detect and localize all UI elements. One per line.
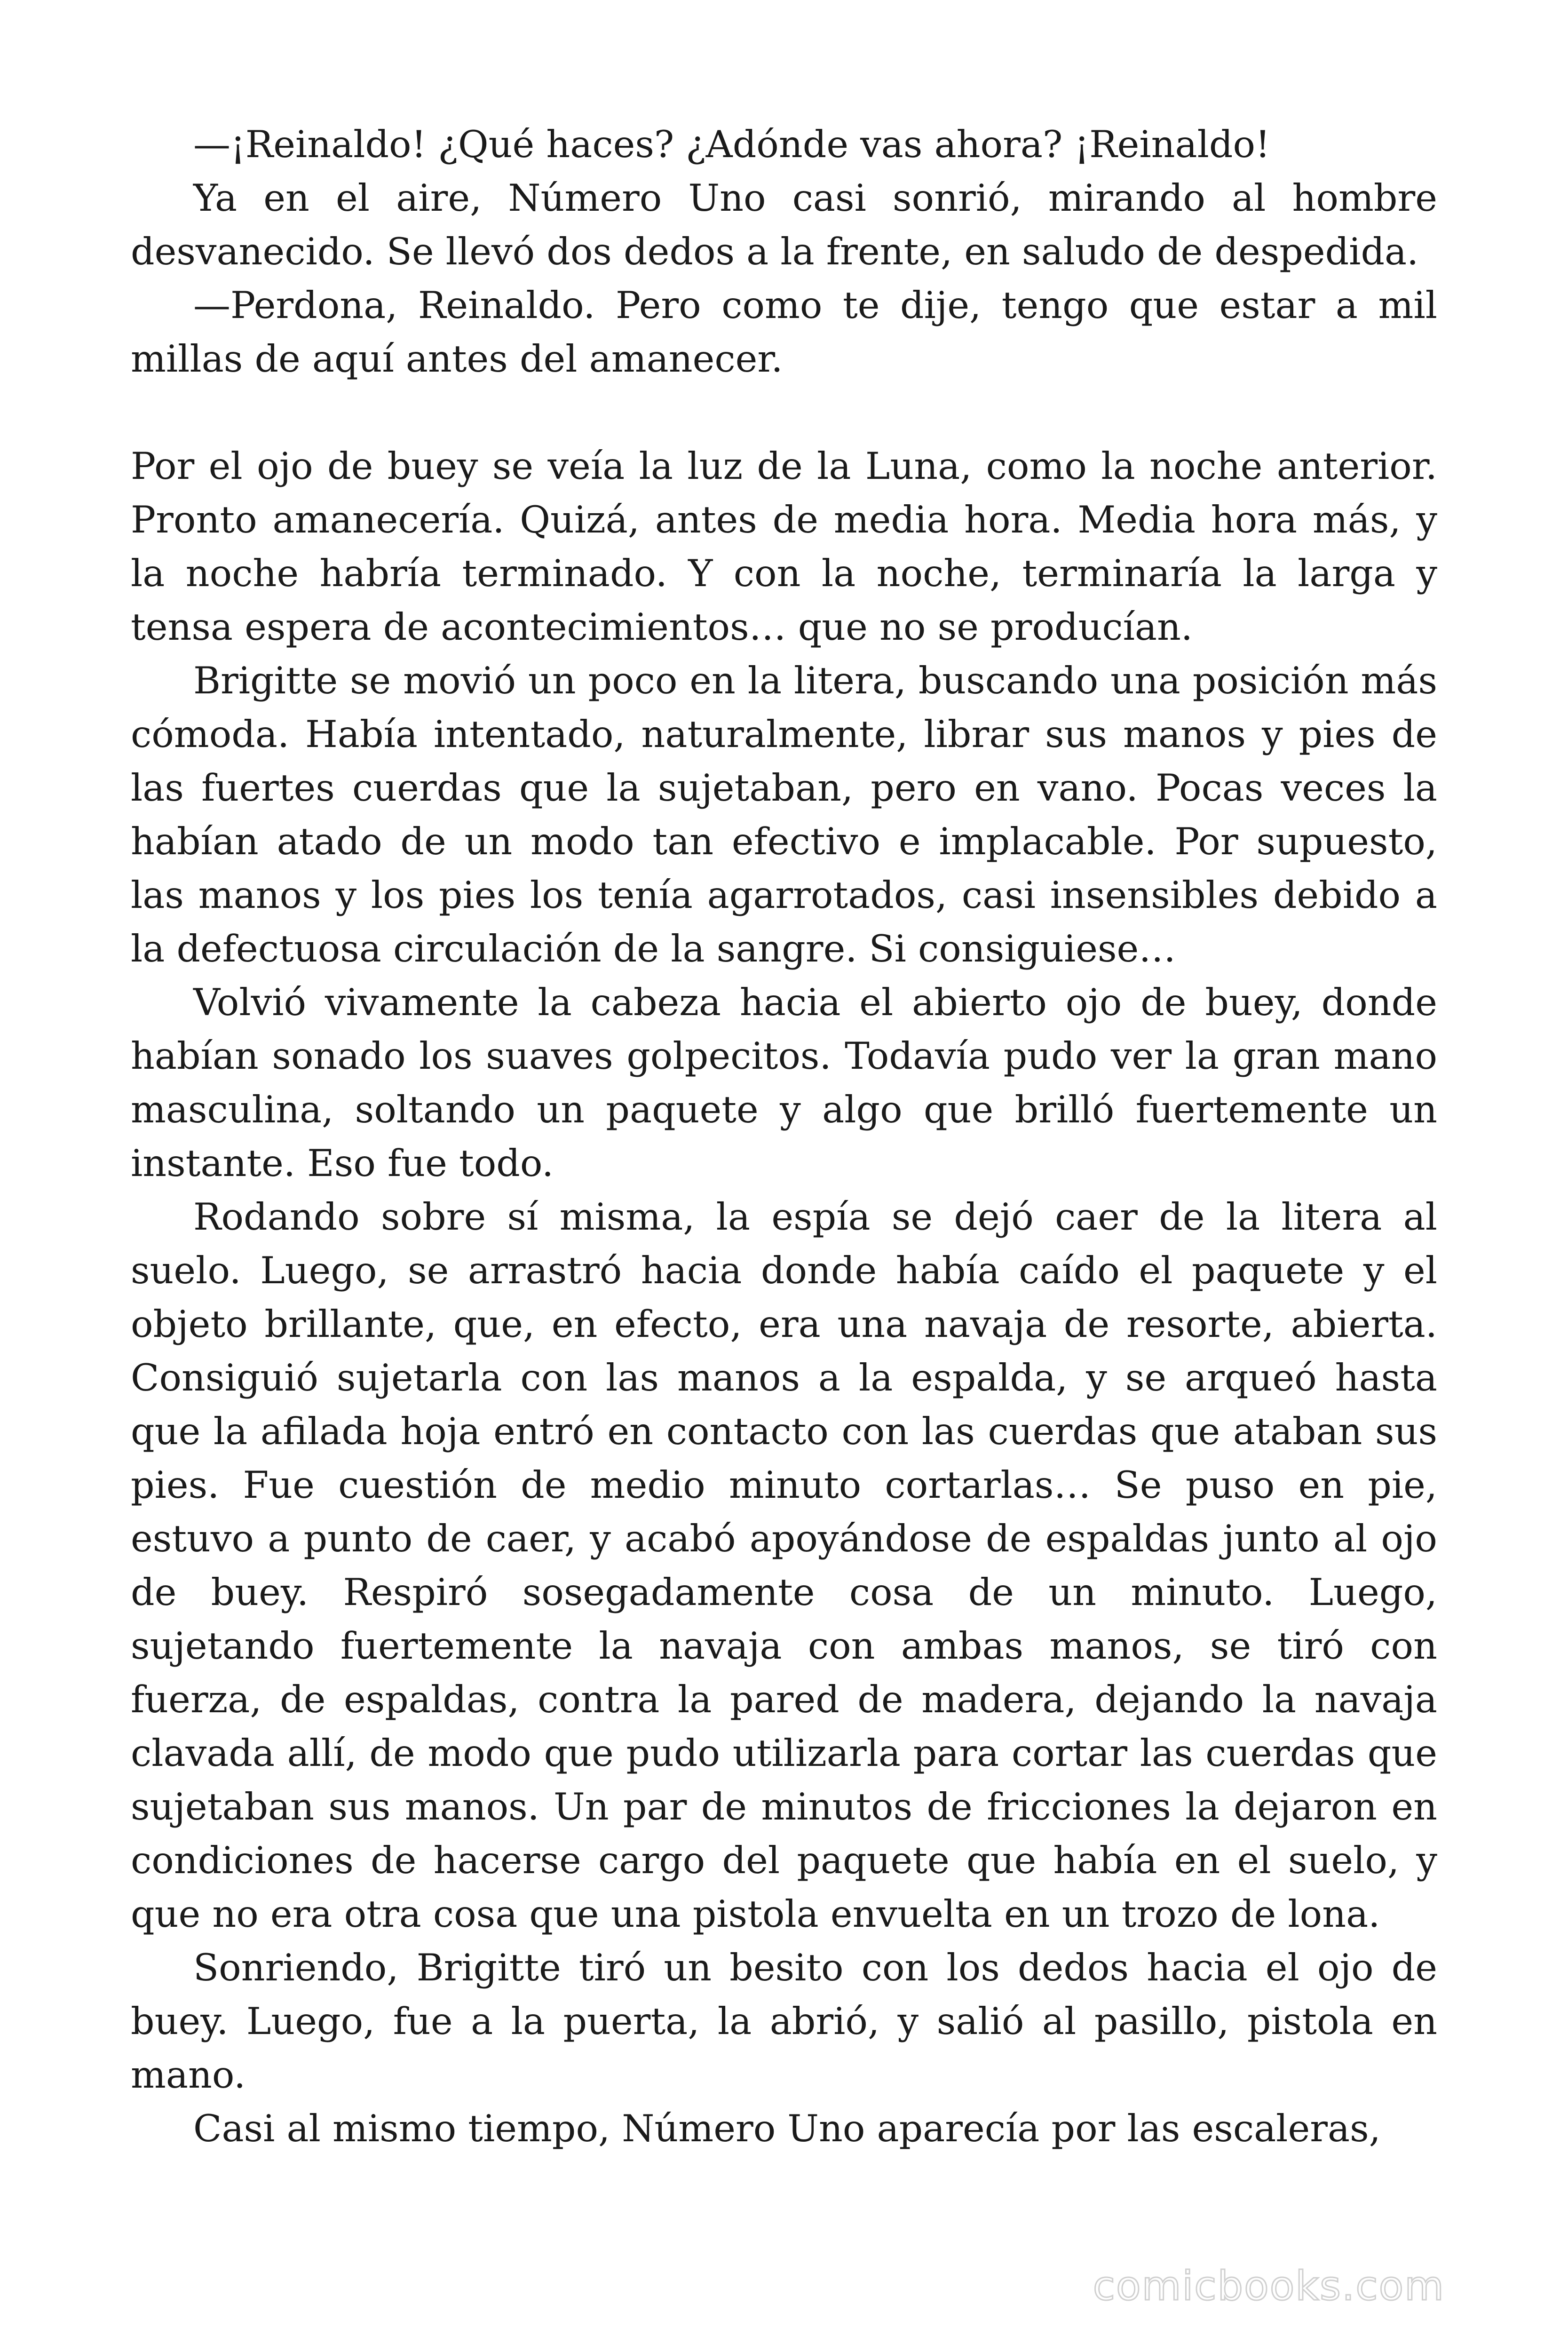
watermark: comicbooks.com bbox=[1093, 2263, 1445, 2310]
paragraph: Rodando sobre sí misma, la espía se dejó caer de la litera al suelo. Luego, se arrastró hacia donde había caído el paquete y el objeto brillante, que, en efecto, era una navaja de resorte, abierta. Consiguió sujetarla con las manos a la espalda, y se arqueó hasta que la afilada hoja entró en contacto con las cuerdas que ataban sus pies. Fue cuestión de medio minuto cortarlas… Se puso en pie, estuvo a punto de caer, y acabó apoyándose de espaldas junto al ojo de buey. Respiró sosegadamente cosa de un minuto. Luego, sujetando fuertemente la navaja con ambas manos, se tiró con fuerza, de espaldas, contra la pared de madera, dejando la navaja clavada allí, de modo que pudo utilizarla para cortar las cuerdas que sujetaban sus manos. Un par de minutos de fricciones la dejaron en condiciones de hacerse cargo del paquete que había en el suelo, y que no era otra cosa que una pistola envuelta en un trozo de lona. bbox=[131, 1195, 1437, 1936]
section-break bbox=[131, 386, 1437, 439]
paragraph: Volvió vivamente la cabeza hacia el abierto ojo de buey, donde habían sonado los suaves golpecitos. Todavía pudo ver la gran mano masculina, soltando un paquete y algo que brilló fuertemente un instante. Eso fue todo. bbox=[131, 981, 1437, 1185]
body-text bbox=[131, 118, 1437, 2155]
paragraph: Ya en el aire, Número Uno casi sonrió, mirando al hombre desvanecido. Se llevó dos dedos a la frente, en saludo de despedida. bbox=[131, 176, 1437, 273]
paragraph: —¡Reinaldo! ¿Qué haces? ¿Adónde vas ahora? ¡Reinaldo! bbox=[193, 123, 1270, 166]
paragraph: —Perdona, Reinaldo. Pero como te dije, tengo que estar a mil millas de aquí antes del amanecer. bbox=[131, 284, 1437, 381]
paragraph: Casi al mismo tiempo, Número Uno aparecía por las escaleras, bbox=[193, 2107, 1381, 2150]
paragraph: Sonriendo, Brigitte tiró un besito con los dedos hacia el ojo de buey. Luego, fue a la puerta, la abrió, y salió al pasillo, pistola en mano. bbox=[131, 1946, 1437, 2097]
paragraph: Por el ojo de buey se veía la luz de la Luna, como la noche anterior. Pronto amanecería. Quizá, antes de media hora. Media hora más, y la noche habría terminado. Y con la noche, terminaría la larga y tensa espera de acontecimientos… que no se producían. bbox=[131, 445, 1437, 649]
paragraph: Brigitte se movió un poco en la litera, buscando una posición más cómoda. Había intentado, naturalmente, librar sus manos y pies de las fuertes cuerdas que la sujetaban, pero en vano. Pocas veces la habían atado de un modo tan efectivo e implacable. Por supuesto, las manos y los pies los tenía agarrotados, casi insensibles debido a la defectuosa circulación de la sangre. Si consiguiese… bbox=[131, 659, 1437, 970]
